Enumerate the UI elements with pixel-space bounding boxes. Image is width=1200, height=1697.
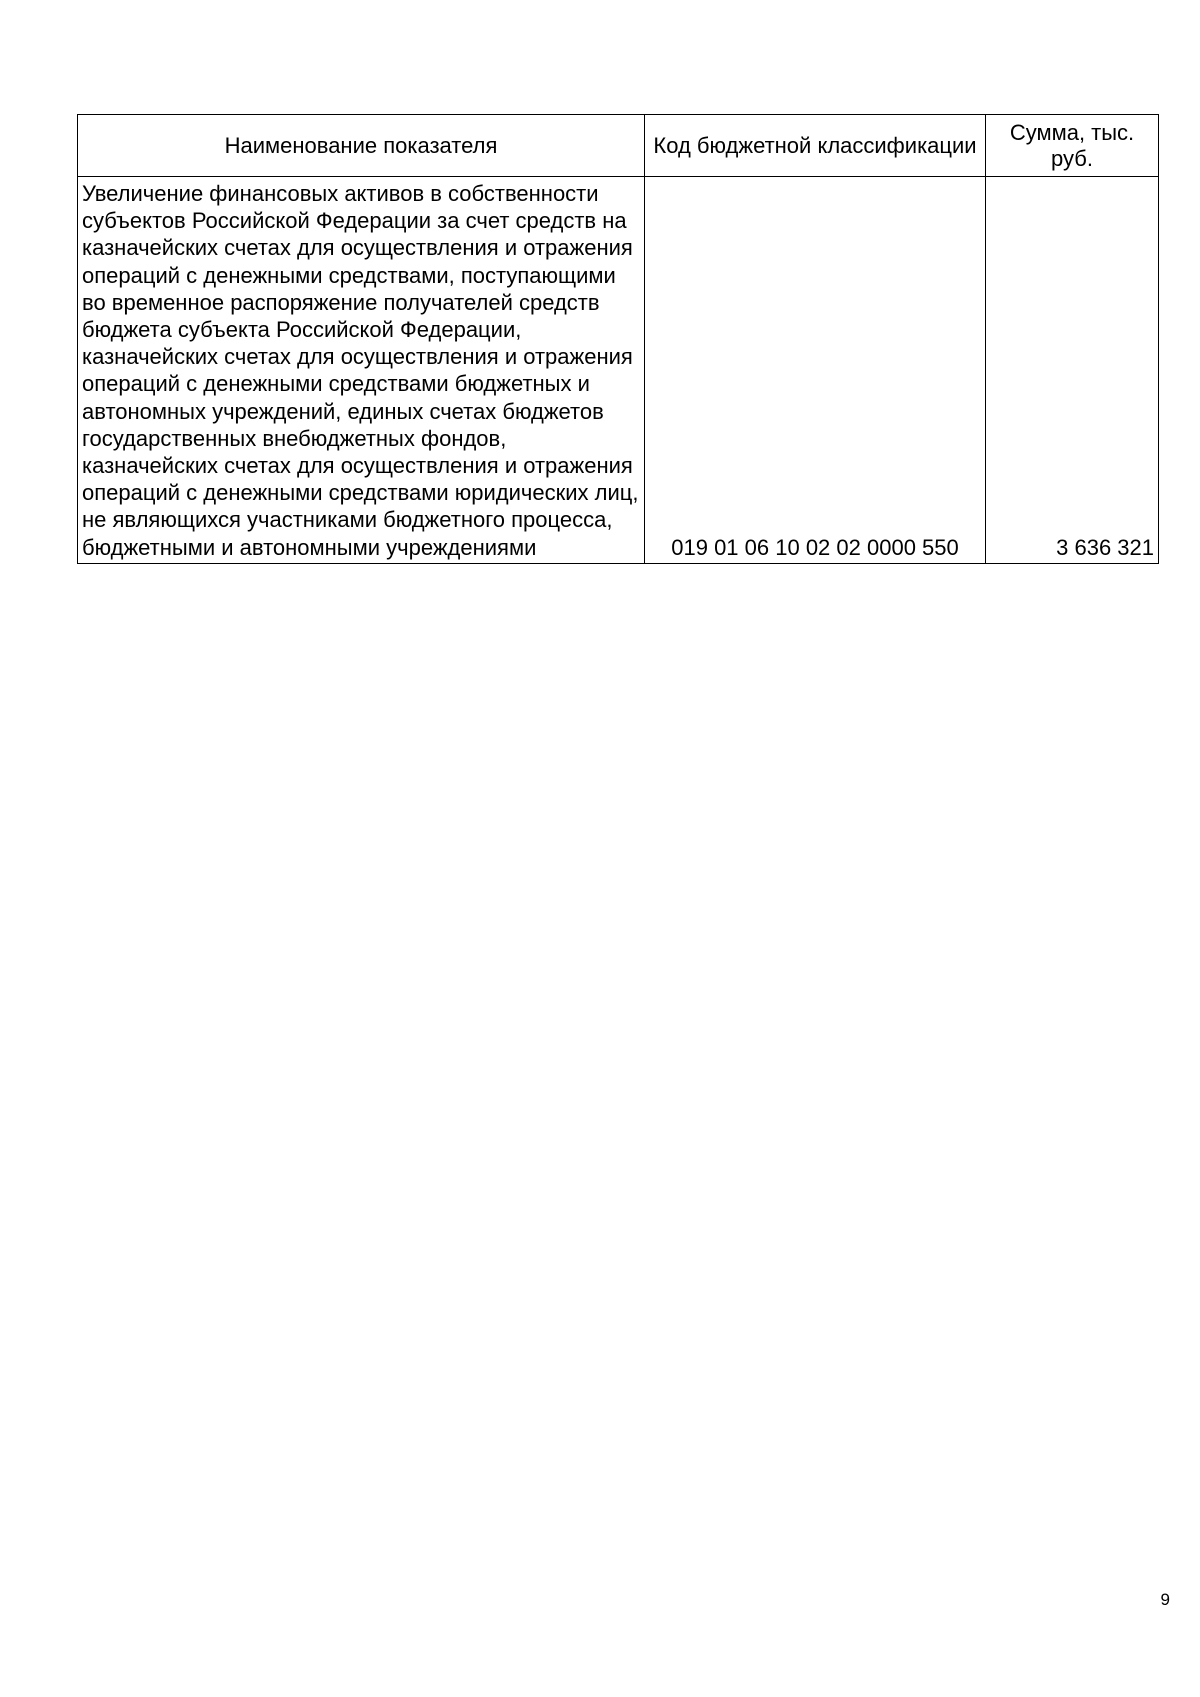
budget-code-cell: 019 01 06 10 02 02 0000 550 — [645, 177, 986, 564]
table-row — [78, 177, 1159, 564]
header-budget-code: Код бюджетной классификации — [645, 115, 986, 177]
page-number: 9 — [1160, 1590, 1170, 1609]
header-sum: Сумма, тыс. руб. — [986, 115, 1159, 177]
indicator-name-cell: Увеличение финансовых активов в собственности субъектов Российской Федерации за счет средств на казначейских счетах для осуществления и отражения операций с денежными средствами, поступающими во временное распоряжение получателей средств бюджета субъекта Российской Федерации, казначейских счетах для осуществления и отражения операций с денежными средствами бюджетных и автономных учреждений, единых счетах бюджетов государственных внебюджетных фондов, казначейских счетах для осуществления и отражения операций с денежными средствами юридических лиц, не являющихся участниками бюджетного процесса, бюджетными и автономными учреждениями — [78, 177, 645, 564]
budget-table — [77, 114, 1159, 564]
sum-cell: 3 636 321 — [986, 177, 1159, 564]
header-indicator-name: Наименование показателя — [78, 115, 645, 177]
table-header-row — [78, 115, 1159, 177]
